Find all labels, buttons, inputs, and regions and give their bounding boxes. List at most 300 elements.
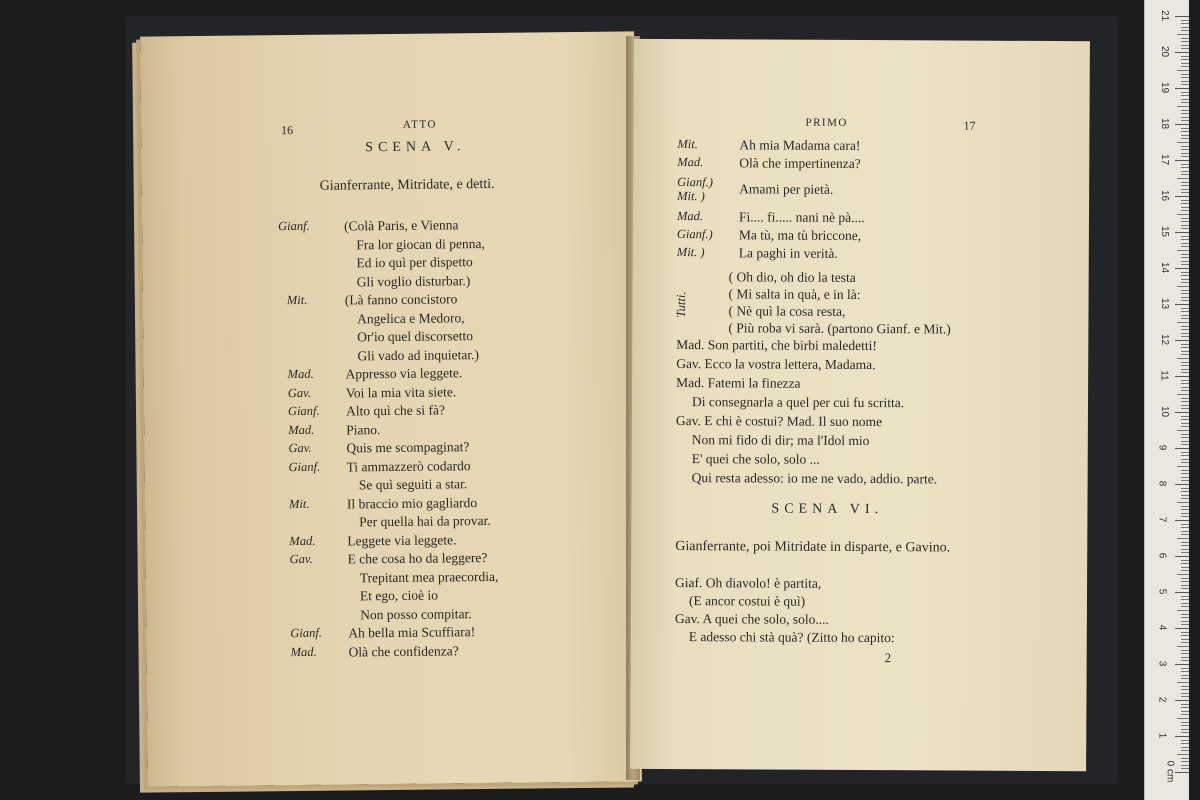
ruler-tick [1175, 592, 1189, 593]
ruler-minor-tick [1181, 722, 1189, 723]
ruler-minor-tick [1177, 178, 1189, 179]
right-page-number: 17 [963, 118, 976, 133]
ruler-minor-tick [1181, 495, 1189, 496]
ruler-minor-tick [1181, 225, 1189, 226]
verse-line: Ah bella mia Scuffiara! [348, 624, 476, 641]
ruler-minor-tick [1181, 596, 1189, 597]
ruler-minor-tick [1177, 34, 1189, 35]
ruler-minor-tick [1181, 441, 1189, 442]
ruler-minor-tick [1181, 704, 1189, 705]
ruler-minor-tick [1181, 113, 1189, 114]
ruler-minor-tick [1181, 635, 1189, 636]
ruler-minor-tick [1181, 678, 1189, 679]
ruler-label: 5 [1156, 588, 1168, 595]
ruler-minor-tick [1181, 570, 1189, 571]
ruler-minor-tick [1181, 203, 1189, 204]
ruler-minor-tick [1177, 718, 1189, 719]
ruler-minor-tick [1181, 344, 1189, 345]
ruler-minor-tick [1177, 106, 1189, 107]
ruler-minor-tick [1181, 516, 1189, 517]
ruler-label: 8 [1156, 480, 1168, 487]
speaker-label: Gav. [289, 551, 313, 567]
verse-line: Olà che confidenza? [348, 642, 459, 659]
left-cast-list: Gianferrante, Mitridate, e detti. [319, 176, 495, 194]
ruler-minor-tick [1181, 567, 1189, 568]
ruler-label: 16 [1159, 189, 1171, 202]
ruler-minor-tick [1181, 668, 1189, 669]
speaker-label: Mit. ) [676, 245, 705, 260]
ruler-minor-tick [1177, 394, 1189, 395]
ruler-minor-tick [1181, 221, 1189, 222]
ruler-minor-tick [1181, 182, 1189, 183]
ruler-label: 2 [1156, 696, 1168, 703]
verse-line: Amami per pietà. [739, 181, 834, 197]
ruler-minor-tick [1181, 714, 1189, 715]
prose-line: Giaf. Oh diavolo! è partita, [675, 575, 822, 591]
ruler-minor-tick [1181, 20, 1189, 21]
ruler-minor-tick [1181, 542, 1189, 543]
ruler-minor-tick [1181, 588, 1189, 589]
signature-mark: 2 [884, 650, 892, 666]
prose-line: Mad. Fatemi la finezza [676, 375, 801, 391]
ruler-minor-tick [1181, 56, 1189, 57]
ruler-minor-tick [1181, 545, 1189, 546]
ruler-minor-tick [1181, 380, 1189, 381]
tutti-label: Tutti. [673, 291, 689, 318]
ruler-minor-tick [1181, 95, 1189, 96]
ruler-label: 7 [1156, 516, 1168, 523]
ruler-minor-tick [1181, 131, 1189, 132]
ruler-minor-tick [1181, 128, 1189, 129]
verse-line: Ed io quì per dispetto [356, 254, 473, 271]
verse-line: Et ego, cioè io [359, 587, 439, 604]
verse-line: (Colà Paris, e Vienna [344, 217, 459, 234]
ruler-minor-tick [1181, 174, 1189, 175]
speaker-label: Mad. [676, 209, 704, 224]
ruler-minor-tick [1181, 41, 1189, 42]
ruler-minor-tick [1177, 322, 1189, 323]
ruler-minor-tick [1177, 358, 1189, 359]
ruler-minor-tick [1181, 354, 1189, 355]
ruler-minor-tick [1181, 156, 1189, 157]
ruler-minor-tick [1181, 398, 1189, 399]
ruler-tick [1175, 16, 1189, 17]
ruler-label: 11 [1158, 370, 1170, 381]
ruler-tick [1175, 52, 1189, 53]
ruler-minor-tick [1181, 761, 1189, 762]
ruler-minor-tick [1181, 606, 1189, 607]
ruler-minor-tick [1181, 560, 1189, 561]
ruler-minor-tick [1181, 120, 1189, 121]
verse-line: (Là fanno concistoro [344, 291, 458, 308]
prose-line: Mad. Son partiti, che birbi maledetti! [676, 337, 877, 354]
ruler-minor-tick [1181, 585, 1189, 586]
ruler-minor-tick [1177, 286, 1189, 287]
ruler-minor-tick [1181, 30, 1189, 31]
ruler-minor-tick [1181, 693, 1189, 694]
ruler-minor-tick [1181, 768, 1189, 769]
speaker-label: Gav. [288, 440, 312, 456]
ruler-minor-tick [1181, 59, 1189, 60]
ruler-minor-tick [1181, 117, 1189, 118]
ruler-minor-tick [1181, 218, 1189, 219]
ruler-minor-tick [1181, 74, 1189, 75]
ruler-minor-tick [1181, 200, 1189, 201]
ruler-minor-tick [1181, 480, 1189, 481]
ruler-minor-tick [1181, 66, 1189, 67]
ruler-minor-tick [1181, 99, 1189, 100]
ruler-minor-tick [1181, 318, 1189, 319]
ruler-minor-tick [1177, 538, 1189, 539]
ruler-minor-tick [1181, 743, 1189, 744]
ruler-tick [1175, 628, 1189, 629]
ruler-minor-tick [1181, 488, 1189, 489]
ruler-minor-tick [1181, 470, 1189, 471]
speaker-label: Mad. [289, 533, 316, 548]
ruler-tick [1175, 664, 1189, 665]
ruler-minor-tick [1181, 48, 1189, 49]
ruler-minor-tick [1181, 524, 1189, 525]
ruler-label: 10 [1159, 405, 1171, 418]
ruler-tick [1175, 232, 1189, 233]
ruler-minor-tick [1181, 549, 1189, 550]
left-page [140, 31, 642, 786]
ruler-minor-tick [1181, 578, 1189, 579]
ruler-minor-tick [1181, 639, 1189, 640]
ruler-minor-tick [1181, 711, 1189, 712]
speaker-label: Gav. [287, 385, 311, 400]
ruler-minor-tick [1181, 92, 1189, 93]
ruler-minor-tick [1181, 401, 1189, 402]
measuring-ruler [1144, 0, 1189, 800]
ruler-minor-tick [1181, 369, 1189, 370]
ruler-tick [1175, 736, 1189, 737]
ruler-minor-tick [1177, 250, 1189, 251]
verse-line: Olà che impertinenza? [739, 155, 861, 172]
ruler-minor-tick [1177, 574, 1189, 575]
ruler-minor-tick [1181, 624, 1189, 625]
ruler-minor-tick [1181, 498, 1189, 499]
ruler-minor-tick [1181, 689, 1189, 690]
ruler-minor-tick [1181, 444, 1189, 445]
ruler-minor-tick [1181, 153, 1189, 154]
verse-line: Se quì seguiti a star. [358, 476, 468, 493]
speaker-label: Mit. [677, 137, 698, 152]
ruler-minor-tick [1181, 477, 1189, 478]
ruler-minor-tick [1181, 660, 1189, 661]
left-running-head: ATTO [402, 118, 438, 131]
verse-line: Alto quì che si fà? [345, 402, 446, 419]
ruler-minor-tick [1181, 437, 1189, 438]
ruler-label: 15 [1159, 225, 1171, 238]
ruler-minor-tick [1181, 243, 1189, 244]
ruler-minor-tick [1181, 408, 1189, 409]
ruler-minor-tick [1181, 257, 1189, 258]
ruler-minor-tick [1181, 329, 1189, 330]
ruler-minor-tick [1181, 279, 1189, 280]
speaker-label: Gianf. [278, 218, 310, 234]
ruler-tick [1175, 88, 1189, 89]
ruler-minor-tick [1181, 372, 1189, 373]
ruler-tick [1175, 304, 1189, 305]
ruler-minor-tick [1181, 765, 1189, 766]
ruler-minor-tick [1181, 513, 1189, 514]
ruler-tick [1175, 772, 1189, 773]
ruler-minor-tick [1181, 27, 1189, 28]
ruler-minor-tick [1181, 423, 1189, 424]
tutti-line: ( Mi salta in quà, e in là: [728, 286, 861, 303]
ruler-minor-tick [1181, 509, 1189, 510]
ruler-minor-tick [1181, 110, 1189, 111]
verse-line: Quis me scompaginat? [346, 439, 470, 456]
verse-line: La paghi in verità. [738, 245, 838, 261]
ruler-minor-tick [1181, 455, 1189, 456]
verse-line: Gli voglio disturbar.) [356, 272, 471, 289]
speaker-label: Mad. [677, 155, 704, 170]
prose-line: Di consegnarla a quel per cui fu scritta. [691, 394, 905, 411]
verse-line: Non posso compitar. [360, 605, 472, 622]
ruler-minor-tick [1181, 210, 1189, 211]
ruler-minor-tick [1181, 686, 1189, 687]
ruler-minor-tick [1181, 135, 1189, 136]
ruler-minor-tick [1181, 671, 1189, 672]
ruler-minor-tick [1181, 383, 1189, 384]
ruler-minor-tick [1181, 347, 1189, 348]
verse-line: Ma tù, ma tù briccone, [738, 227, 862, 244]
ruler-label: 21 [1159, 9, 1171, 22]
ruler-minor-tick [1181, 473, 1189, 474]
ruler-minor-tick [1181, 38, 1189, 39]
ruler-label: 1 [1156, 732, 1168, 739]
verse-line: Leggete via leggete. [347, 531, 457, 548]
ruler-minor-tick [1181, 650, 1189, 651]
ruler-label: 14 [1159, 261, 1171, 274]
ruler-label: 0 cm [1164, 760, 1176, 783]
speaker-label: Gianf.) [676, 227, 713, 242]
verse-line: Fi.... fi..... nani nè pà.... [738, 209, 865, 226]
ruler-minor-tick [1181, 534, 1189, 535]
prose-line: Gav. A quei che solo, solo.... [674, 611, 829, 627]
ruler-minor-tick [1181, 315, 1189, 316]
ruler-minor-tick [1181, 275, 1189, 276]
speaker-label: Gianf. [290, 625, 323, 641]
tutti-line: ( Più roba vi sarà. (partono Gianf. e Mit.) [728, 320, 951, 337]
ruler-minor-tick [1181, 63, 1189, 64]
ruler-minor-tick [1181, 365, 1189, 366]
prose-line: Non mi fido di dir; ma l'Idol mio [691, 432, 870, 449]
ruler-minor-tick [1181, 531, 1189, 532]
right-running-head: PRIMO [805, 116, 848, 129]
ruler-minor-tick [1181, 491, 1189, 492]
ruler-label: 4 [1156, 624, 1168, 631]
ruler-minor-tick [1181, 603, 1189, 604]
ruler-minor-tick [1181, 293, 1189, 294]
ruler-minor-tick [1181, 102, 1189, 103]
ruler-minor-tick [1181, 264, 1189, 265]
ruler-minor-tick [1181, 434, 1189, 435]
ruler-minor-tick [1181, 81, 1189, 82]
ruler-minor-tick [1181, 725, 1189, 726]
ruler-minor-tick [1181, 563, 1189, 564]
tutti-line: ( Oh dio, oh dio la testa [728, 269, 856, 285]
ruler-minor-tick [1181, 272, 1189, 273]
ruler-minor-tick [1181, 254, 1189, 255]
ruler-minor-tick [1181, 405, 1189, 406]
verse-line: Angelica e Medoro, [356, 309, 465, 326]
ruler-minor-tick [1181, 621, 1189, 622]
ruler-minor-tick [1177, 610, 1189, 611]
ruler-minor-tick [1181, 149, 1189, 150]
ruler-minor-tick [1177, 214, 1189, 215]
ruler-minor-tick [1181, 167, 1189, 168]
ruler-minor-tick [1181, 750, 1189, 751]
verse-line: Il braccio mio gagliardo [346, 494, 478, 511]
ruler-minor-tick [1181, 228, 1189, 229]
ruler-minor-tick [1181, 84, 1189, 85]
ruler-minor-tick [1181, 416, 1189, 417]
verse-line: Appresso via leggete. [345, 365, 463, 382]
verse-line: Per quella hai da provar. [359, 512, 491, 530]
ruler-minor-tick [1181, 426, 1189, 427]
ruler-minor-tick [1181, 192, 1189, 193]
prose-line: Qui resta adesso: io me ne vado, addio. parte. [691, 470, 938, 487]
ruler-tick [1175, 412, 1189, 413]
ruler-minor-tick [1181, 236, 1189, 237]
ruler-minor-tick [1181, 171, 1189, 172]
ruler-minor-tick [1181, 552, 1189, 553]
ruler-label: 9 [1156, 444, 1168, 451]
ruler-minor-tick [1181, 246, 1189, 247]
ruler-minor-tick [1181, 326, 1189, 327]
ruler-label: 19 [1159, 81, 1171, 94]
ruler-minor-tick [1181, 45, 1189, 46]
verse-line: Ah mia Madama cara! [739, 137, 861, 153]
ruler-minor-tick [1181, 527, 1189, 528]
ruler-minor-tick [1177, 466, 1189, 467]
ruler-minor-tick [1181, 632, 1189, 633]
ruler-minor-tick [1181, 614, 1189, 615]
ruler-minor-tick [1181, 707, 1189, 708]
speaker-label: Mad. [287, 366, 314, 382]
ruler-label: 3 [1156, 660, 1168, 667]
speaker-label: Gianf. [287, 403, 320, 419]
ruler-minor-tick [1181, 740, 1189, 741]
ruler-minor-tick [1181, 207, 1189, 208]
ruler-label: 12 [1159, 333, 1171, 346]
left-scene-title: SCENA V. [365, 139, 466, 156]
ruler-minor-tick [1177, 502, 1189, 503]
ruler-minor-tick [1181, 599, 1189, 600]
ruler-minor-tick [1181, 459, 1189, 460]
ruler-tick [1175, 700, 1189, 701]
ruler-minor-tick [1181, 732, 1189, 733]
speaker-label: Gianf. [288, 459, 321, 474]
prose-line: E' quei che solo, solo ... [691, 451, 820, 467]
ruler-minor-tick [1181, 653, 1189, 654]
ruler-minor-tick [1181, 297, 1189, 298]
right-page [630, 39, 1090, 771]
ruler-minor-tick [1181, 239, 1189, 240]
ruler-minor-tick [1181, 308, 1189, 309]
ruler-minor-tick [1181, 261, 1189, 262]
speaker-label: Mit. [288, 496, 310, 511]
speaker-label: Gianf.) Mit. ) [677, 175, 713, 204]
ruler-minor-tick [1181, 146, 1189, 147]
ruler-minor-tick [1177, 682, 1189, 683]
ruler-label: 13 [1159, 297, 1171, 310]
ruler-minor-tick [1181, 729, 1189, 730]
ruler-minor-tick [1181, 290, 1189, 291]
ruler-tick [1175, 340, 1189, 341]
speaker-label: Mit. [286, 292, 308, 308]
ruler-minor-tick [1181, 77, 1189, 78]
prose-line: (E ancor costui è quì) [688, 593, 806, 609]
ruler-minor-tick [1181, 387, 1189, 388]
ruler-minor-tick [1181, 185, 1189, 186]
ruler-minor-tick [1181, 506, 1189, 507]
ruler-minor-tick [1181, 390, 1189, 391]
speaker-label: Mad. [288, 422, 315, 437]
prose-line: Gav. E chi è costui? Mad. Il suo nome [675, 413, 883, 430]
ruler-minor-tick [1177, 754, 1189, 755]
verse-line: Or'io quel discorsetto [357, 328, 473, 345]
ruler-label: 17 [1159, 153, 1171, 166]
ruler-minor-tick [1181, 164, 1189, 165]
ruler-tick [1175, 484, 1189, 485]
verse-line: Trepitant mea praecordia, [359, 568, 499, 585]
ruler-minor-tick [1181, 657, 1189, 658]
ruler-minor-tick [1181, 333, 1189, 334]
right-scene-title: SCENA VI. [771, 501, 884, 518]
ruler-minor-tick [1181, 138, 1189, 139]
verse-line: Voi la mia vita siete. [345, 383, 457, 400]
ruler-minor-tick [1181, 747, 1189, 748]
ruler-minor-tick [1177, 142, 1189, 143]
ruler-minor-tick [1181, 642, 1189, 643]
ruler-minor-tick [1181, 336, 1189, 337]
verse-line: Fra lor giocan di penna, [356, 235, 485, 252]
ruler-minor-tick [1181, 675, 1189, 676]
verse-line: Piano. [346, 421, 381, 437]
ruler-tick [1175, 556, 1189, 557]
right-cast-list: Gianferrante, poi Mitridate in disparte, e Gavino. [675, 539, 951, 556]
verse-line: E che cosa ho da leggere? [347, 549, 488, 567]
prose-line: Gav. Ecco la vostra lettera, Madama. [676, 356, 876, 373]
ruler-minor-tick [1177, 646, 1189, 647]
verse-line: Ti ammazzerò codardo [346, 457, 471, 474]
ruler-minor-tick [1181, 23, 1189, 24]
ruler-tick [1175, 448, 1189, 449]
ruler-label: 18 [1159, 117, 1171, 130]
ruler-minor-tick [1181, 362, 1189, 363]
ruler-tick [1175, 160, 1189, 161]
left-page-number: 16 [281, 123, 294, 138]
ruler-minor-tick [1181, 419, 1189, 420]
ruler-label: 20 [1159, 45, 1171, 58]
ruler-minor-tick [1181, 581, 1189, 582]
tutti-line: ( Nè quì la cosa resta, [728, 303, 846, 319]
ruler-minor-tick [1181, 300, 1189, 301]
ruler-minor-tick [1177, 70, 1189, 71]
ruler-minor-tick [1181, 452, 1189, 453]
ruler-minor-tick [1181, 311, 1189, 312]
prose-line: E adesso chi stà quà? (Zitto ho capito: [688, 629, 895, 646]
ruler-minor-tick [1181, 282, 1189, 283]
ruler-tick [1175, 376, 1189, 377]
ruler-minor-tick [1181, 351, 1189, 352]
ruler-minor-tick [1177, 430, 1189, 431]
speaker-label: Mad. [290, 644, 317, 659]
